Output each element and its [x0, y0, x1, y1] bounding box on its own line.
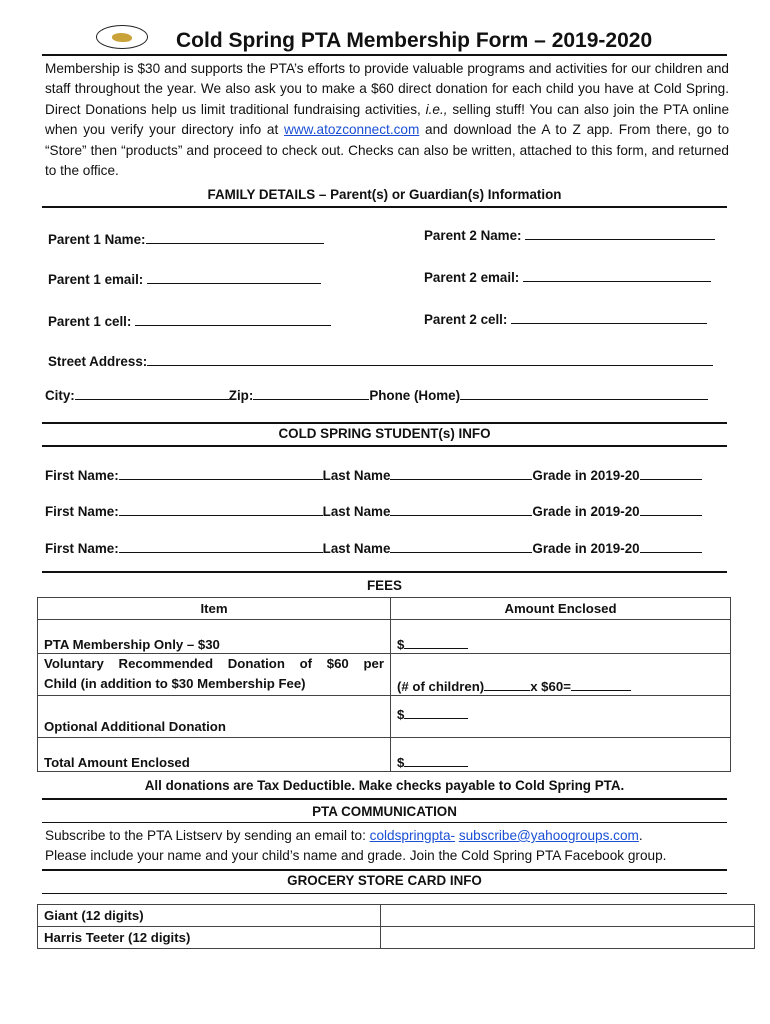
zip-line[interactable]: [253, 386, 369, 400]
student-row-3: [45, 539, 702, 556]
total-amount-line[interactable]: [404, 754, 468, 767]
comm-divider-bottom: [42, 822, 727, 823]
intro-ie: i.e.,: [425, 101, 448, 117]
last-name-label: Last Name: [322, 468, 391, 483]
membership-dollar: $: [397, 637, 405, 652]
title-divider: [42, 54, 727, 56]
parent1-cell-field[interactable]: [48, 312, 331, 329]
fees-divider-top: [42, 571, 727, 573]
communication-heading: PTA COMMUNICATION: [312, 804, 457, 819]
parent2-cell-field[interactable]: [424, 310, 707, 327]
fees-heading: FEES: [367, 578, 402, 593]
first-name-line[interactable]: [119, 466, 323, 480]
grade-line[interactable]: [640, 539, 702, 553]
donation-total-line[interactable]: [571, 678, 631, 691]
intro-text-2: selling stuff! You can also join the PTA online when you verify your directory info at: [45, 101, 729, 138]
fees-col-item: Item: [38, 598, 391, 620]
city-label: City:: [45, 388, 75, 403]
grade-line[interactable]: [640, 466, 702, 480]
family-divider-top: [42, 206, 727, 208]
parent2-cell-line[interactable]: [511, 310, 707, 324]
parent1-name-field[interactable]: [48, 230, 324, 247]
parent1-name-line[interactable]: [146, 230, 324, 244]
membership-amount-line[interactable]: [404, 636, 468, 649]
parent1-cell-label: Parent 1 cell:: [48, 314, 132, 329]
first-name-label: First Name:: [45, 468, 119, 483]
street-address-label: Street Address:: [48, 354, 148, 369]
intro-text-1: Membership is $30 and supports the PTA’s efforts to provide valuable programs and activities for our children and staff throughout the year. We also ask you to make a $60 direct donation for each child you have at Cold Spring. Direct Donations help us limit traditional fundraising activities,: [45, 61, 729, 117]
optional-amount-line[interactable]: [404, 706, 468, 719]
parent1-cell-line[interactable]: [135, 312, 331, 326]
grade-line[interactable]: [640, 502, 702, 516]
parent1-email-line[interactable]: [147, 270, 321, 284]
parent1-name-label: Parent 1 Name:: [48, 232, 146, 247]
parent2-cell-label: Parent 2 cell:: [424, 312, 508, 327]
first-name-line[interactable]: [119, 539, 323, 553]
parent1-email-field[interactable]: [48, 270, 321, 287]
membership-item: PTA Membership Only – $30: [38, 620, 391, 654]
students-divider-bottom: [42, 445, 727, 447]
comm-divider-top: [42, 798, 727, 800]
pta-logo-icon: [96, 25, 148, 49]
first-name-label: First Name:: [45, 541, 119, 556]
donation-item-line1: Voluntary Recommended Donation of $60 per: [44, 656, 384, 671]
total-item: Total Amount Enclosed: [38, 738, 391, 772]
optional-donation-item: Optional Additional Donation: [38, 696, 391, 738]
facebook-text: Please include your name and your child’s name and grade. Join the Cold Spring PTA Facebook group.: [45, 848, 667, 864]
fees-col-amount: Amount Enclosed: [391, 598, 731, 620]
donation-item: [38, 654, 391, 696]
parent2-name-label: Parent 2 Name:: [424, 228, 522, 243]
listserv-link-part2[interactable]: subscribe@yahoogroups.com: [458, 828, 639, 843]
last-name-label: Last Name: [322, 504, 391, 519]
form-title: Cold Spring PTA Membership Form – 2019-2020: [176, 29, 653, 52]
grocery-table: [37, 904, 755, 949]
times-sixty-label: x $60=: [530, 679, 571, 694]
optional-donation-cell[interactable]: [391, 696, 731, 738]
last-name-line[interactable]: [390, 539, 532, 553]
intro-paragraph: [45, 59, 729, 181]
giant-label: Giant (12 digits): [38, 905, 381, 927]
tax-deductible-note: All donations are Tax Deductible. Make checks payable to Cold Spring PTA.: [144, 778, 625, 793]
grocery-divider-top: [42, 869, 727, 871]
last-name-line[interactable]: [390, 502, 532, 516]
parent2-email-label: Parent 2 email:: [424, 270, 520, 285]
listserv-period: .: [638, 828, 643, 843]
parent1-email-label: Parent 1 email:: [48, 272, 144, 287]
total-amount-cell[interactable]: [391, 738, 731, 772]
city-zip-phone-row: [45, 386, 708, 403]
phone-line[interactable]: [460, 386, 708, 400]
grocery-heading: GROCERY STORE CARD INFO: [287, 873, 482, 888]
phone-label: Phone (Home): [369, 388, 461, 403]
first-name-label: First Name:: [45, 504, 119, 519]
street-address-line[interactable]: [147, 352, 713, 366]
fees-table: [37, 597, 731, 772]
student-row-1: [45, 466, 702, 483]
family-details-heading: FAMILY DETAILS – Parent(s) or Guardian(s) Information: [207, 187, 562, 202]
communication-text: [45, 826, 735, 867]
children-count-label: (# of children): [397, 679, 485, 694]
students-divider-top: [42, 422, 727, 424]
students-heading: COLD SPRING STUDENT(s) INFO: [278, 426, 491, 441]
city-line[interactable]: [75, 386, 229, 400]
total-dollar: $: [397, 755, 405, 770]
intro-text-3: and download the A to Z app. From there, go to “Store” then “products” and proceed to check out. Checks can also be written, attached to this form, and returned to the office.: [45, 122, 729, 179]
listserv-link-part1[interactable]: coldspringpta-: [369, 828, 456, 843]
parent2-name-field[interactable]: [424, 226, 715, 243]
harris-teeter-label: Harris Teeter (12 digits): [38, 927, 381, 949]
grade-label: Grade in 2019-20: [532, 468, 640, 483]
parent2-name-line[interactable]: [525, 226, 715, 240]
parent2-email-line[interactable]: [523, 268, 711, 282]
grade-label: Grade in 2019-20: [532, 541, 640, 556]
student-row-2: [45, 502, 702, 519]
children-count-line[interactable]: [484, 678, 530, 691]
listserv-text: Subscribe to the PTA Listserv by sending an email to:: [45, 828, 370, 843]
atozconnect-link[interactable]: www.atozconnect.com: [284, 122, 420, 138]
membership-amount-cell[interactable]: [391, 620, 731, 654]
last-name-line[interactable]: [390, 466, 532, 480]
first-name-line[interactable]: [119, 502, 323, 516]
optional-dollar: $: [397, 707, 405, 722]
donation-item-line2: Child (in addition to $30 Membership Fee): [44, 676, 306, 691]
street-address-field[interactable]: [48, 352, 713, 369]
giant-card-input[interactable]: [381, 905, 755, 927]
donation-amount-cell[interactable]: [391, 654, 731, 696]
harris-teeter-card-input[interactable]: [381, 927, 755, 949]
last-name-label: Last Name: [322, 541, 391, 556]
parent2-email-field[interactable]: [424, 268, 711, 285]
grocery-divider-bottom: [42, 893, 727, 894]
grade-label: Grade in 2019-20: [532, 504, 640, 519]
zip-label: Zip:: [228, 388, 254, 403]
